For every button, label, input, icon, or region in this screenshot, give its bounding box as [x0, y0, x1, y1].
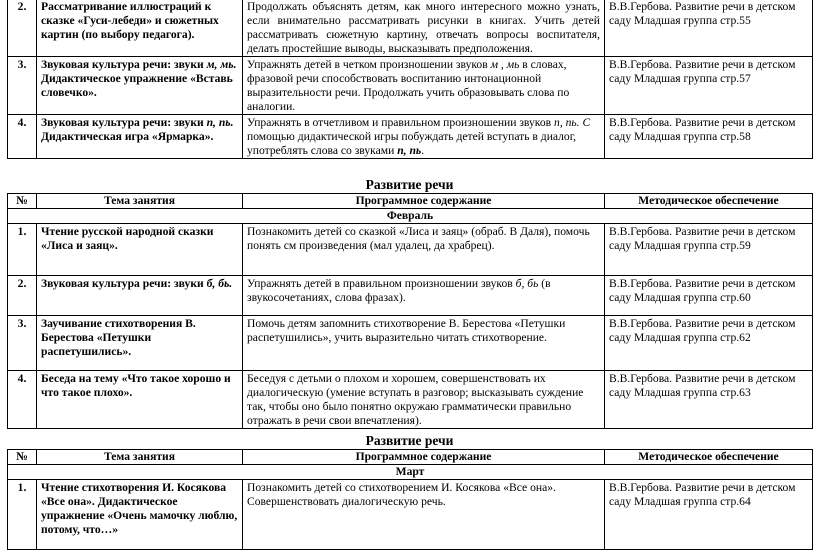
topic-sounds: п, пь.	[206, 116, 234, 129]
methodical-support: В.В.Гербова. Развитие речи в детском саду Младшая группа стр.64	[605, 480, 813, 550]
lesson-table-continuation	[7, 0, 813, 159]
table-header-row	[8, 450, 813, 465]
table-row	[8, 224, 813, 276]
month-label: Февраль	[8, 209, 813, 224]
lesson-topic	[37, 115, 243, 159]
table-row	[8, 480, 813, 550]
methodical-support: В.В.Гербова. Развитие речи в детском саду Младшая группа стр.60	[605, 276, 813, 316]
row-number: 2.	[8, 276, 37, 316]
methodical-support: В.В.Гербова. Развитие речи в детском саду Младшая группа стр.63	[605, 371, 813, 429]
lesson-table-february	[7, 193, 813, 429]
row-number: 1.	[8, 224, 37, 276]
lesson-topic: Беседа на тему «Что такое хорошо и что такое плохо».	[37, 371, 243, 429]
methodical-support: В.В.Гербова. Развитие речи в детском саду Младшая группа стр.57	[605, 57, 813, 115]
lesson-topic: Чтение стихотворения И. Косякова «Все она». Дидактическое упражнение «Очень мамочку люблю, потому, что…»	[37, 480, 243, 550]
lesson-topic	[37, 57, 243, 115]
section-title: Развитие речи	[365, 433, 454, 448]
header-method: Методическое обеспечение	[605, 450, 813, 465]
header-number: №	[8, 194, 37, 209]
table-row	[8, 276, 813, 316]
methodical-support: В.В.Гербова. Развитие речи в детском саду Младшая группа стр.58	[605, 115, 813, 159]
header-content: Программное содержание	[243, 194, 605, 209]
header-number: №	[8, 450, 37, 465]
program-content: Помочь детям запомнить стихотворение В. Берестова «Петушки распетушились», учить выразительно читать стихотворение.	[243, 316, 605, 371]
program-content: Упражнять детей в правильном произношении звуков б, бь (в звукосочетаниях, слова фразах).	[243, 276, 605, 316]
header-topic: Тема занятия	[37, 450, 243, 465]
header-content: Программное содержание	[243, 450, 605, 465]
row-number: 4.	[8, 371, 37, 429]
row-number: 2.	[8, 0, 37, 57]
header-method: Методическое обеспечение	[605, 194, 813, 209]
table-header-row	[8, 194, 813, 209]
row-number: 4.	[8, 115, 37, 159]
month-row	[8, 465, 813, 480]
lesson-topic: Звуковая культура речи: звуки б, бь.	[37, 276, 243, 316]
program-content: Упражнять детей в четком произношении звуков м , мь в словах, фразовой речи способствовать воспитанию интонационной выразительности речи. Продолжать учить образовывать слова по аналогии.	[243, 57, 605, 115]
topic-text-rest: Дидактическая игра «Ярмарка».	[41, 130, 214, 143]
topic-sounds: м, мь.	[206, 58, 237, 71]
row-number: 3.	[8, 57, 37, 115]
table-row	[8, 371, 813, 429]
lesson-topic: Заучивание стихотворения В. Берестова «Петушки распетушились».	[37, 316, 243, 371]
lesson-table-march	[7, 449, 813, 550]
topic-text: Звуковая культура речи: звуки	[41, 58, 207, 71]
section-title: Развитие речи	[365, 177, 454, 192]
methodical-support: В.В.Гербова. Развитие речи в детском саду Младшая группа стр.62	[605, 316, 813, 371]
month-row	[8, 209, 813, 224]
lesson-topic: Чтение русской народной сказки «Лиса и заяц».	[37, 224, 243, 276]
month-label: Март	[8, 465, 813, 480]
program-content: Беседуя с детьми о плохом и хорошем, совершенствовать их диалогическую (умение вступать в разговор; высказывать суждение так, чтобы оно было понятно окружаю грамматически правильно отражать в речи свои впечатления).	[243, 371, 605, 429]
table-row	[8, 115, 813, 159]
table-row	[8, 0, 813, 57]
row-number: 3.	[8, 316, 37, 371]
methodical-support: В.В.Гербова. Развитие речи в детском саду Младшая группа стр.59	[605, 224, 813, 276]
program-content: Познакомить детей со стихотворением И. Косякова «Все она». Совершенствовать диалогическую речь.	[243, 480, 605, 550]
program-content: Упражнять в отчетливом и правильном произношении звуков п, пь. С помощью дидактической игры побуждать детей вступать в диалог, употреблять слова со звуками п, пь.	[243, 115, 605, 159]
program-content: Познакомить детей со сказкой «Лиса и заяц» (обраб. В Даля), помочь понять см произведения (мал удалец, да храбрец).	[243, 224, 605, 276]
table-row	[8, 57, 813, 115]
topic-text-rest: Дидактическое упражнение «Вставь словечко».	[41, 72, 233, 99]
topic-text: Звуковая культура речи: звуки	[41, 116, 207, 129]
lesson-topic: Рассматривание иллюстраций к сказке «Гуси-лебеди» и сюжетных картин (по выбору педагога).	[37, 0, 243, 57]
program-content: Продолжать объяснять детям, как много интересного можно узнать, если внимательно рассматривать рисунки в книгах. Учить детей рассматривать сюжетную картину, отвечать вопросы воспитателя, делать простейшие выводы, высказывать предположения.	[243, 0, 605, 57]
methodical-support: В.В.Гербова. Развитие речи в детском саду Младшая группа стр.55	[605, 0, 813, 57]
header-topic: Тема занятия	[37, 194, 243, 209]
table-row	[8, 316, 813, 371]
row-number: 1.	[8, 480, 37, 550]
